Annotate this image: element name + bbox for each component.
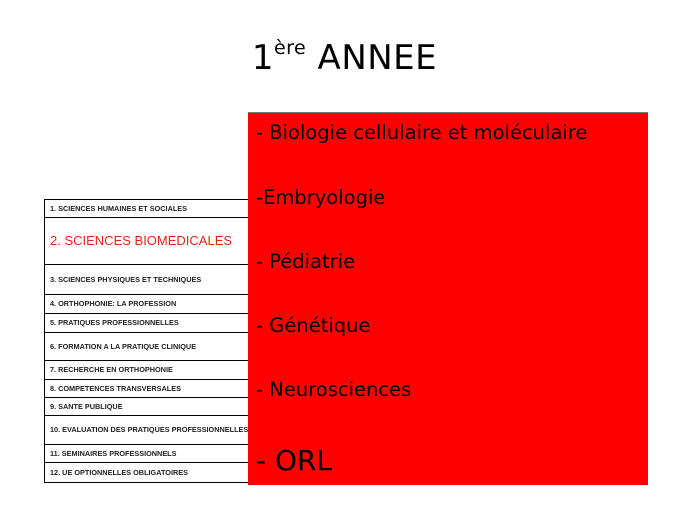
title-main: ANNEE xyxy=(306,38,438,78)
courses-panel xyxy=(248,112,648,485)
title-prefix: 1 xyxy=(251,38,274,78)
ue-row: 6. FORMATION A LA PRATIQUE CLINIQUE xyxy=(45,333,249,361)
ue-row: 9. SANTE PUBLIQUE xyxy=(45,398,249,416)
ue-table xyxy=(44,199,250,483)
ue-row-active: 2. SCIENCES BIOMEDICALES xyxy=(45,218,249,265)
ue-row: 5. PRATIQUES PROFESSIONNELLES xyxy=(45,314,249,333)
ue-row: 11. SEMINAIRES PROFESSIONNELS xyxy=(45,445,249,463)
course-item: - Neurosciences xyxy=(256,378,412,401)
ue-row: 8. COMPETENCES TRANSVERSALES xyxy=(45,380,249,398)
ue-row: 10. EVALUATION DES PRATIQUES PROFESSIONNELLES xyxy=(45,416,249,445)
ue-row: 12. UE OPTIONNELLES OBLIGATOIRES xyxy=(50,467,188,477)
course-item: - Biologie cellulaire et moléculaire xyxy=(256,121,588,144)
course-item: -Embryologie xyxy=(256,186,386,209)
title-superscript: ère xyxy=(273,36,307,59)
course-item: - ORL xyxy=(256,444,333,477)
ue-row: 4. ORTHOPHONIE: LA PROFESSION xyxy=(45,295,249,314)
ue-row: 7. RECHERCHE EN ORTHOPHONIE xyxy=(45,361,249,380)
course-item: - Génétique xyxy=(256,314,371,337)
course-item: - Pédiatrie xyxy=(256,250,356,273)
slide-title xyxy=(0,38,689,78)
ue-row: 3. SCIENCES PHYSIQUES ET TECHNIQUES xyxy=(45,265,249,295)
ue-row: 1. SCIENCES HUMAINES ET SOCIALES xyxy=(45,200,249,218)
